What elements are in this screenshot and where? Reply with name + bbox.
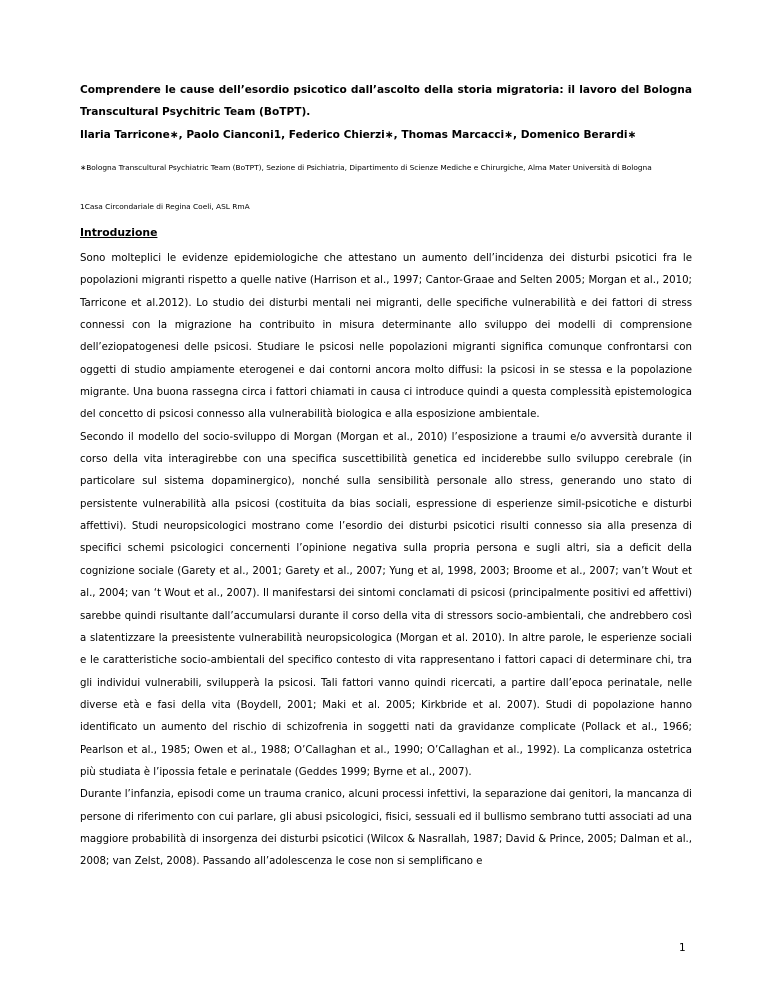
paper-title: Comprendere le cause dell’esordio psicotico dall’ascolto della storia migratoria: il lavoro del Bologna Transcultural Psychitric Team (BoTPT). bbox=[80, 84, 692, 118]
affiliation-2: 1Casa Circondariale di Regina Coeli, ASL RmA bbox=[80, 202, 250, 211]
page-number: 1 bbox=[679, 942, 686, 954]
affiliation-1: ∗Bologna Transcultural Psychiatric Team (BoTPT), Sezione di Psichiatria, Dipartimento di Scienze Mediche e Chirurgiche, Alma Mater Università di Bologna bbox=[80, 163, 652, 172]
paragraph-3: Durante l’infanzia, episodi come un trauma cranico, alcuni processi infettivi, la separazione dai genitori, la mancanza di persone di riferimento con cui parlare, gli abusi psicologici, fisici, sessuali ed il bullismo sembrano tutti associati ad una maggiore probabilità di insorgenza dei disturbi psicotici (Wilcox & Nasrallah, 1987; David & Prince, 2005; Dalman et al., 2008; van Zelst, 2008). Passando all’adolescenza le cose non si semplificano e bbox=[80, 789, 692, 868]
author-list: Ilaria Tarricone∗, Paolo Cianconi1, Federico Chierzi∗, Thomas Marcacci∗, Domenico Berardi∗ bbox=[80, 129, 637, 141]
section-heading: Introduzione bbox=[80, 226, 158, 239]
paragraph-2: Secondo il modello del socio-sviluppo di Morgan (Morgan et al., 2010) l’esposizione a traumi e/o avversità durante il corso della vita interagirebbe con una specifica suscettibilità genetica ed inciderebbe sullo sviluppo cerebrale (in particolare sul sistema dopaminergico), nonché sulla sensibilità personale allo stress, generando uno stato di persistente vulnerabilità alla psicosi (costituita da bias sociali, espressione di esperienze simil-psicotiche e disturbi affettivi). Studi neuropsicologici mostrano come l’esordio dei disturbi psicotici risulti connesso sia alla presenza di specifici schemi psicologici concernenti l’opinione negativa sulla propria persona e sugli altri, sia a deficit della cognizione sociale (Garety et al., 2001; Garety et al., 2007; Yung et al, 1998, 2003; Broome et al., 2007; van’t Wout et al., 2004; van ‘t Wout et al., 2007). Il manifestarsi dei sintomi conclamati di psicosi (principalmente positivi ed affettivi) sarebbe quindi risultante dall’accumularsi durante il corso della vita di stressors socio-ambientali, che andrebbero così a slatentizzare la preesistente vulnerabilità neuropsicologica (Morgan et al. 2010). In altre parole, le esperienze sociali e le caratteristiche socio-ambientali del specifico contesto di vita rappresentano i fattori capaci di determinare chi, tra gli individui vulnerabili, svilupperà la psicosi. Tali fattori vanno quindi ricercati, a partire dall’epoca perinatale, nelle diverse età e fasi della vita (Boydell, 2001; Maki et al. 2005; Kirkbride et al. 2007). Studi di popolazione hanno identificato un aumento del rischio di schizofrenia in soggetti nati da gravidanze complicate (Pollack et al., 1966; Pearlson et al., 1985; Owen et al., 1988; O’Callaghan et al., 1990; O’Callaghan et al., 1992). La complicanza ostetrica più studiata è l’ipossia fetale e perinatale (Geddes 1999; Byrne et al., 2007). bbox=[80, 431, 692, 778]
paragraph-1: Sono molteplici le evidenze epidemiologiche che attestano un aumento dell’incidenza dei disturbi psicotici fra le popolazioni migranti rispetto a quelle native (Harrison et al., 1997; Cantor-Graae and Selten 2005; Morgan et al., 2010; Tarricone et al.2012). Lo studio dei disturbi mentali nei migranti, delle specifiche vulnerabilità e dei fattori di stress connessi con la migrazione ha contribuito in misura determinante allo sviluppo dei modelli di comprensione dell’eziopatogenesi delle psicosi. Studiare le psicosi nelle popolazioni migranti significa comunque confrontarsi con oggetti di studio ampiamente eterogenei e dai contorni ancora molto diffusi: la psicosi in se stessa e la popolazione migrante. Una buona rassegna circa i fattori chiamati in causa ci introduce quindi a questa complessità epistemologica del concetto di psicosi connesso alla vulnerabilità biologica e alla esposizione ambientale. bbox=[80, 253, 692, 421]
body-text bbox=[80, 248, 692, 874]
